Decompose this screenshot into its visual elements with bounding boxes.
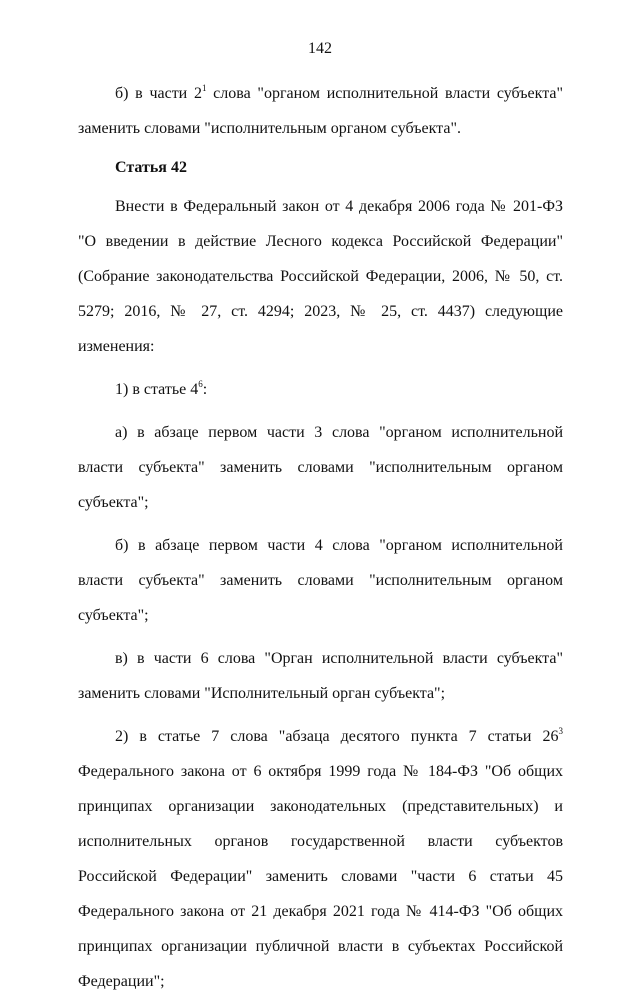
paragraph-text: б) в части 2: [115, 85, 202, 102]
paragraph-part-2-amendment: [78, 76, 563, 146]
superscript-index: 6: [198, 379, 203, 389]
article-heading: Статья 42: [115, 159, 187, 176]
paragraph-subitem-b: б) в абзаце первом части 4 слова "органом исполнительной власти субъекта" заменить словами "исполнительным органом субъекта";: [78, 537, 563, 624]
document-body: [78, 76, 563, 999]
paragraph-text: Федерального закона от 6 октября 1999 года № 184-ФЗ "Об общих принципах организации законодательных (представительных) и исполнительных органов государственной власти субъектов Российской Федерации" заменить словами "части 6 статьи 45 Федерального закона от 21 декабря 2021 года № 414-ФЗ "Об общих принципах организации публичной власти в субъектах Российской Федерации";: [78, 763, 563, 990]
page-number: 142: [308, 40, 332, 57]
paragraph-item-2: [78, 719, 563, 999]
paragraph-text: 1) в статье 4: [115, 381, 199, 398]
paragraph-subitem-a: а) в абзаце первом части 3 слова "органом исполнительной власти субъекта" заменить словами "исполнительным органом субъекта";: [78, 424, 563, 511]
paragraph-item-1: [78, 372, 563, 407]
paragraph-text: :: [202, 381, 208, 398]
paragraph-subitem-v: в) в части 6 слова "Орган исполнительной власти субъекта" заменить словами "Исполнительный орган субъекта";: [78, 650, 563, 702]
superscript-index: 1: [201, 83, 207, 93]
paragraph-text: слова "органом исполнительной власти субъекта" заменить словами "исполнительным органом субъекта".: [78, 85, 564, 137]
paragraph-intro: Внести в Федеральный закон от 4 декабря 2006 года № 201-ФЗ "О введении в действие Лесного кодекса Российской Федерации" (Собрание законодательства Российской Федерации, 2006, № 50, ст. 5279; 2016, № 27, ст. 4294; 2023, № 25, ст. 4437) следующие изменения:: [78, 198, 563, 355]
paragraph-text: 2) в статье 7 слова "абзаца десятого пункта 7 статьи 26: [115, 728, 559, 745]
superscript-index: 3: [558, 726, 563, 736]
